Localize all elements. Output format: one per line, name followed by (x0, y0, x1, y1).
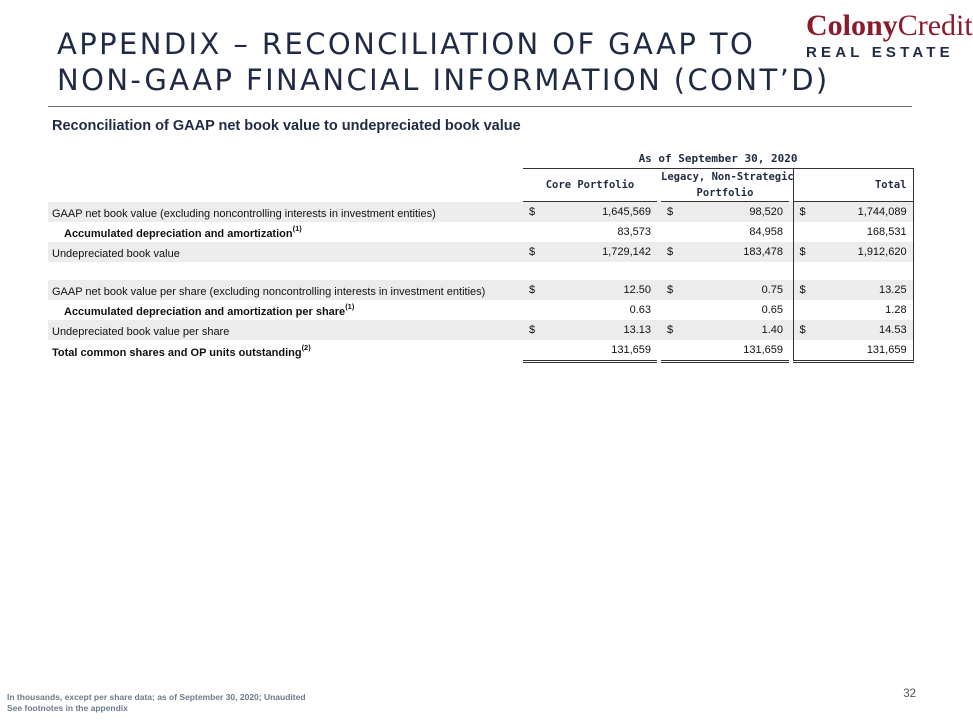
row-label-text: Accumulated depreciation and amortization per share (64, 306, 346, 318)
total-value: 1,744,089 (815, 202, 913, 223)
currency-symbol (793, 222, 815, 242)
page-number: 32 (903, 688, 916, 700)
header-blank (48, 148, 523, 169)
currency-symbol: $ (793, 280, 815, 300)
table-row (48, 222, 913, 242)
table-row (48, 202, 913, 223)
logo-wordmark-bold: Colony (806, 9, 898, 42)
currency-symbol (661, 222, 683, 242)
core-portfolio-value: 1,645,569 (545, 202, 657, 223)
currency-symbol: $ (523, 202, 545, 223)
total-value: 1.28 (815, 300, 913, 320)
period-header: As of September 30, 2020 (523, 148, 913, 169)
legacy-portfolio-value: 0.75 (683, 280, 789, 300)
row-label (48, 280, 523, 300)
currency-symbol: $ (661, 280, 683, 300)
footnote-marker: (2) (301, 342, 311, 352)
period-header-row (48, 148, 913, 169)
spacer-cell (523, 262, 545, 280)
legacy-portfolio-value: 1.40 (683, 320, 789, 340)
row-label (48, 242, 523, 262)
currency-symbol: $ (523, 320, 545, 340)
row-label-text: Undepreciated book value (52, 248, 180, 260)
title-divider (48, 106, 912, 107)
row-label-text: GAAP net book value per share (excluding noncontrolling interests in investment entities) (52, 286, 486, 298)
core-portfolio-value: 0.63 (629, 304, 651, 316)
currency-symbol (523, 222, 545, 242)
section-title: Reconciliation of GAAP net book value to undepreciated book value (52, 118, 521, 134)
row-label (48, 202, 523, 223)
footnote-reference: See footnotes in the appendix (7, 703, 128, 713)
legacy-portfolio-value: 0.65 (761, 304, 783, 316)
spacer-cell (683, 262, 789, 280)
legacy-portfolio-value: 183,478 (683, 242, 789, 262)
currency-symbol (661, 340, 683, 362)
core-portfolio-value: 13.13 (545, 320, 657, 340)
table-row (48, 300, 913, 320)
row-label (48, 300, 523, 320)
column-header-legacy-line-1: Legacy, Non-Strategic (661, 171, 794, 183)
currency-symbol (661, 300, 683, 320)
column-header-total: Total (793, 169, 913, 202)
currency-symbol: $ (661, 320, 683, 340)
total-value: 13.25 (815, 280, 913, 300)
page-title-line-2: NON-GAAP FINANCIAL INFORMATION (CONT’D) (57, 63, 830, 97)
currency-symbol: $ (793, 320, 815, 340)
currency-symbol (523, 340, 545, 362)
spacer-cell (48, 262, 523, 280)
currency-symbol: $ (793, 242, 815, 262)
spacer-cell (545, 262, 657, 280)
page-title (57, 26, 830, 98)
currency-symbol: $ (523, 242, 545, 262)
spacer-cell (661, 262, 683, 280)
table-row (48, 280, 913, 300)
core-portfolio-value: 1,729,142 (545, 242, 657, 262)
spacer-cell (793, 262, 815, 280)
table-row (48, 320, 913, 340)
total-value: 14.53 (815, 320, 913, 340)
row-label-text: GAAP net book value (excluding noncontrolling interests in investment entities) (52, 207, 436, 220)
table-row (48, 340, 913, 362)
legacy-portfolio-value: 131,659 (683, 340, 789, 362)
page-footnote (7, 692, 306, 714)
core-portfolio-value: 83,573 (617, 226, 651, 238)
logo-wordmark (806, 9, 973, 42)
table-row (48, 242, 913, 262)
header-blank (48, 169, 523, 202)
total-value: 131,659 (815, 340, 913, 362)
currency-symbol (523, 300, 545, 320)
currency-symbol: $ (793, 202, 815, 223)
footnote-units: In thousands, except per share data; as of September 30, 2020; Unaudited (7, 692, 306, 702)
currency-symbol: $ (523, 280, 545, 300)
row-label-text: Total common shares and OP units outstanding (52, 346, 302, 359)
row-label (48, 222, 523, 242)
core-portfolio-value: 12.50 (545, 280, 657, 300)
row-label (48, 340, 523, 362)
currency-symbol (793, 340, 815, 362)
spacer-cell (815, 262, 913, 280)
footnote-marker: (1) (345, 302, 355, 311)
column-header-legacy (661, 169, 794, 202)
column-header-row (48, 169, 913, 202)
legacy-portfolio-value: 84,958 (749, 226, 783, 238)
total-value: 168,531 (815, 222, 913, 242)
footnote-marker: (1) (292, 224, 302, 233)
currency-symbol: $ (661, 202, 683, 223)
currency-symbol (793, 300, 815, 320)
column-header-legacy-line-2: Portfolio (696, 187, 754, 199)
row-label-text: Accumulated depreciation and amortization (64, 228, 293, 240)
total-value: 1,912,620 (815, 242, 913, 262)
page-title-line-1: APPENDIX – RECONCILIATION OF GAAP TO (57, 27, 756, 61)
company-logo (806, 9, 973, 61)
logo-subtitle: REAL ESTATE (806, 44, 954, 61)
legacy-portfolio-value: 98,520 (683, 202, 789, 223)
core-portfolio-value: 131,659 (545, 340, 657, 362)
logo-wordmark-regular: Credit (897, 9, 973, 42)
column-header-core: Core Portfolio (523, 169, 657, 202)
spacer-row (48, 262, 913, 280)
currency-symbol: $ (661, 242, 683, 262)
reconciliation-table (48, 148, 914, 363)
row-label-text: Undepreciated book value per share (52, 326, 230, 338)
row-label (48, 320, 523, 340)
